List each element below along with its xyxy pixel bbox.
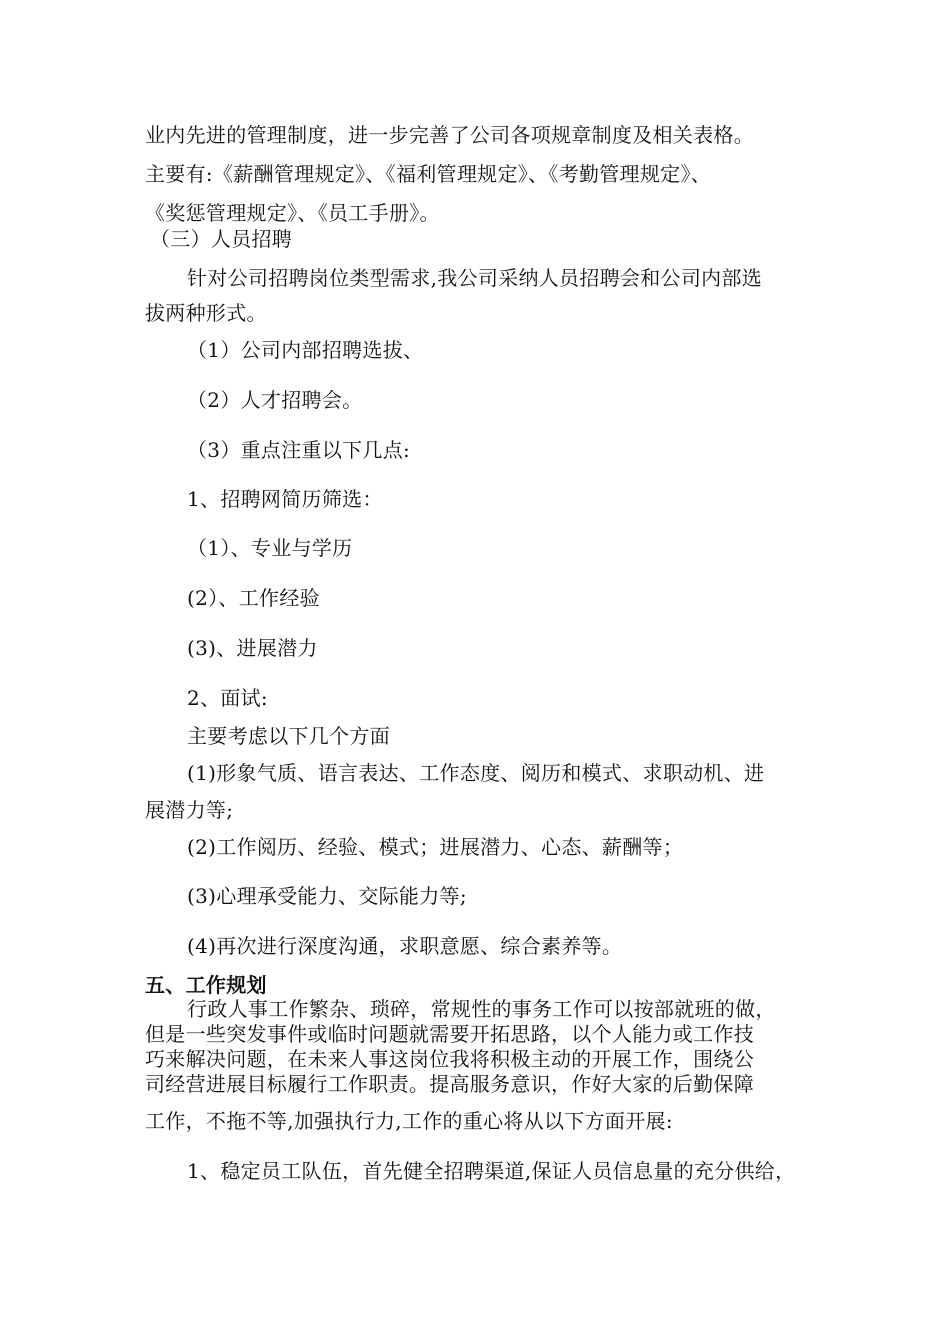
body-text-line: 主要考虑以下几个方面 — [187, 724, 390, 748]
section-heading: 五、工作规划 — [145, 973, 267, 997]
body-text-line: 但是一些突发事件或临时问题就需要开拓思路，以个人能力或工作技 — [145, 1022, 754, 1046]
body-text-line: 《奖惩管理规定》、《员工手册》。 — [145, 201, 440, 225]
list-item: （3）重点注重以下几点: — [187, 438, 411, 462]
body-text-line: 主要有:《薪酬管理规定》、《福利管理规定》、《考勤管理规定》、 — [145, 162, 712, 186]
list-item: （1）、专业与学历 — [187, 536, 353, 560]
list-item: （1）公司内部招聘选拔、 — [187, 338, 424, 362]
body-text-line: 业内先进的管理制度，进一步完善了公司各项规章制度及相关表格。 — [145, 123, 754, 147]
list-item: 1、稳定员工队伍，首先健全招聘渠道,保证人员信息量的充分供给， — [187, 1159, 796, 1183]
list-item: (2)工作阅历、经验、模式；进展潜力、心态、薪酬等； — [187, 835, 684, 859]
body-text-line: 工作，不拖不等,加强执行力,工作的重心将从以下方面开展: — [145, 1109, 673, 1133]
list-item: 1、招聘网简历筛选： — [187, 487, 383, 511]
body-text-line: 针对公司招聘岗位类型需求,我公司采纳人员招聘会和公司内部选 — [187, 266, 763, 290]
body-text-line: 司经营进展目标履行工作职责。提高服务意识，作好大家的后勤保障 — [145, 1072, 754, 1096]
list-item: (3)、进展潜力 — [187, 636, 318, 660]
body-text-line: 展潜力等; — [145, 798, 234, 822]
list-item: (3)心理承受能力、交际能力等; — [187, 884, 467, 908]
list-item: (1)形象气质、语言表达、工作态度、阅历和模式、求职动机、进 — [187, 761, 765, 785]
section-subheading: （三）人员招聘 — [150, 227, 293, 251]
body-text-line: 行政人事工作繁杂、琐碎，常规性的事务工作可以按部就班的做， — [187, 997, 776, 1021]
body-text-line: 巧来解决问题，在未来人事这岗位我将积极主动的开展工作，围绕公 — [145, 1047, 754, 1071]
list-item: 2、面试: — [187, 686, 268, 710]
body-text-line: 拔两种形式。 — [145, 301, 267, 325]
list-item: （2）人才招聘会。 — [187, 388, 363, 412]
list-item: (4)再次进行深度沟通，求职意愿、综合素养等。 — [187, 934, 623, 958]
list-item: (2）、工作经验 — [187, 586, 320, 610]
